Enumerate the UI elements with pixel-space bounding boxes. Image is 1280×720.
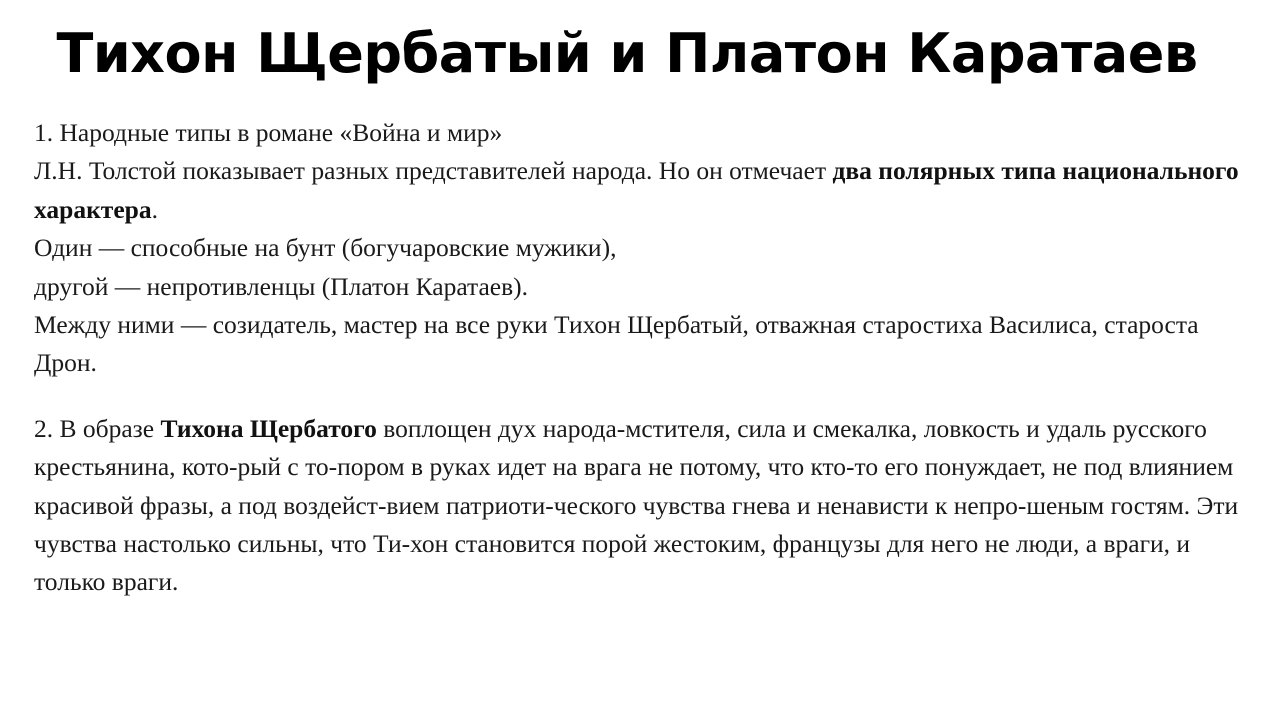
section-1-line-between: Между ними — созидатель, мастер на все руки Тихон Щербатый, отважная старостиха Василиса, староста Дрон.: [34, 310, 1199, 378]
slide-title: Тихон Щербатый и Платон Каратаев: [56, 22, 1198, 85]
section-2-paragraph: [34, 410, 1249, 602]
section-1-heading: 1. Народные типы в романе «Война и мир»: [34, 118, 503, 147]
section-2-bold: Тихона Щербатого: [160, 413, 377, 443]
section-1-intro-text: Л.Н. Толстой показывает разных представителей народа. Но он отмечает: [34, 156, 833, 186]
section-1-intro-end: .: [151, 194, 158, 224]
section-1-intro: [34, 152, 1249, 229]
section-1-line-one: Один — способные на бунт (богучаровские мужики),: [34, 233, 617, 263]
paragraph-gap: [34, 383, 1249, 410]
section-2-rest: воплощен дух народа-мстителя, сила и смекалка, ловкость и удаль русского крестьянина, кото-рый с то-пором в руках идет на врага не потому, что кто-то его понуждает, не под влиянием красивой фразы, а под воздейст-вием патриоти-ческого чувства гнева и ненависти к непро-шеным гостям. Эти чувства настолько сильны, что Ти-хон становится порой жестоким, французы для него не люди, а враги, и только враги.: [34, 413, 1239, 597]
section-1-line-two: другой — непротивленцы (Платон Каратаев).: [34, 271, 528, 301]
slide-body: [34, 114, 1249, 602]
section-1-intro-bold: два полярных типа национального характера: [34, 156, 1239, 224]
section-2-lead: 2. В образе: [34, 413, 161, 443]
